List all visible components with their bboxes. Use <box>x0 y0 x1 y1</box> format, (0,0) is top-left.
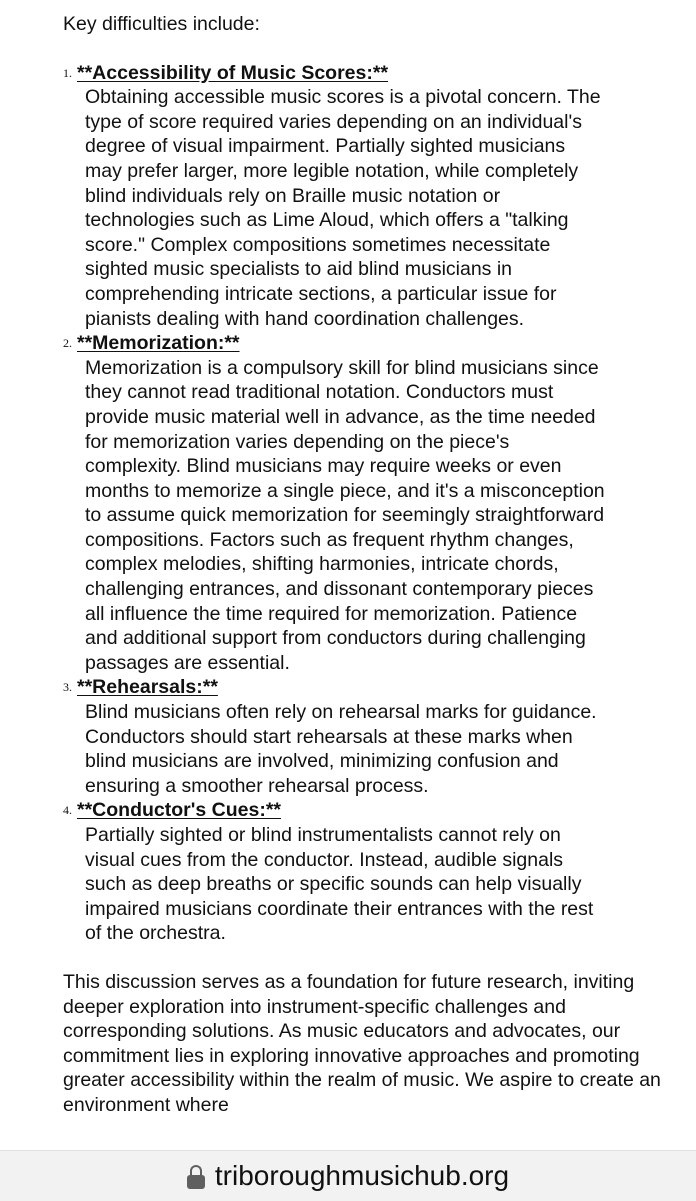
list-number: 1. <box>63 65 72 80</box>
list-body: Obtaining accessible music scores is a pivotal concern. The type of score required varies depending on an individual's degree of visual impairment. Partially sighted musicians may prefer larger, more legible notation, while completely blind individuals rely on Braille music notation or technologies such as Lime Aloud, which offers a "talking score." Complex compositions sometimes necessitate sighted music specialists to aid blind musicians in comprehending intricate sections, a particular issue for pianists dealing with hand coordination challenges. <box>85 86 601 330</box>
lock-icon <box>187 1165 205 1189</box>
list-item <box>63 675 663 798</box>
outro-text: This discussion serves as a foundation for future research, inviting deeper exploration into instrument-specific challenges and corresponding solutions. As music educators and advocates, our commitment lies in exploring innovative approaches and promoting greater accessibility within the realm of music. We aspire to create an environment where <box>63 970 661 1116</box>
list-item <box>63 798 663 946</box>
url-text[interactable]: triboroughmusichub.org <box>214 1160 510 1191</box>
list-heading: **Memorization:** <box>77 332 240 355</box>
list-item <box>63 331 663 675</box>
list-body: Partially sighted or blind instrumentalists cannot rely on visual cues from the conductor. Instead, audible signals such as deep breaths or specific sounds can help visually impaired musicians coordinate their entrances with the rest of the orchestra. <box>85 824 594 945</box>
list-number: 3. <box>63 680 72 695</box>
list-number: 4. <box>63 803 72 818</box>
list-heading: **Accessibility of Music Scores:** <box>77 61 389 84</box>
list-item <box>63 61 663 332</box>
list-heading: **Rehearsals:** <box>77 676 218 699</box>
difficulties-list <box>63 61 663 946</box>
list-number: 2. <box>63 336 72 351</box>
browser-address-bar[interactable] <box>0 1150 696 1201</box>
intro-text: Key difficulties include: <box>63 13 260 35</box>
list-body: Memorization is a compulsory skill for blind musicians since they cannot read traditional notation. Conductors must provide music material well in advance, as the time needed for memorization varies depending on the piece's complexity. Blind musicians may require weeks or even months to memorize a single piece, and it's a misconception to assume quick memorization for seemingly straightforward compositions. Factors such as frequent rhythm changes, complex melodies, shifting harmonies, intricate chords, challenging entrances, and dissonant contemporary pieces all influence the time required for memorization. Patience and additional support from conductors during challenging passages are essential. <box>85 356 605 674</box>
list-body: Blind musicians often rely on rehearsal marks for guidance. Conductors should start rehearsals at these marks when blind musicians are involved, minimizing confusion and ensuring a smoother rehearsal process. <box>85 701 597 797</box>
article-content <box>63 12 663 1118</box>
list-heading: **Conductor's Cues:** <box>77 799 281 822</box>
